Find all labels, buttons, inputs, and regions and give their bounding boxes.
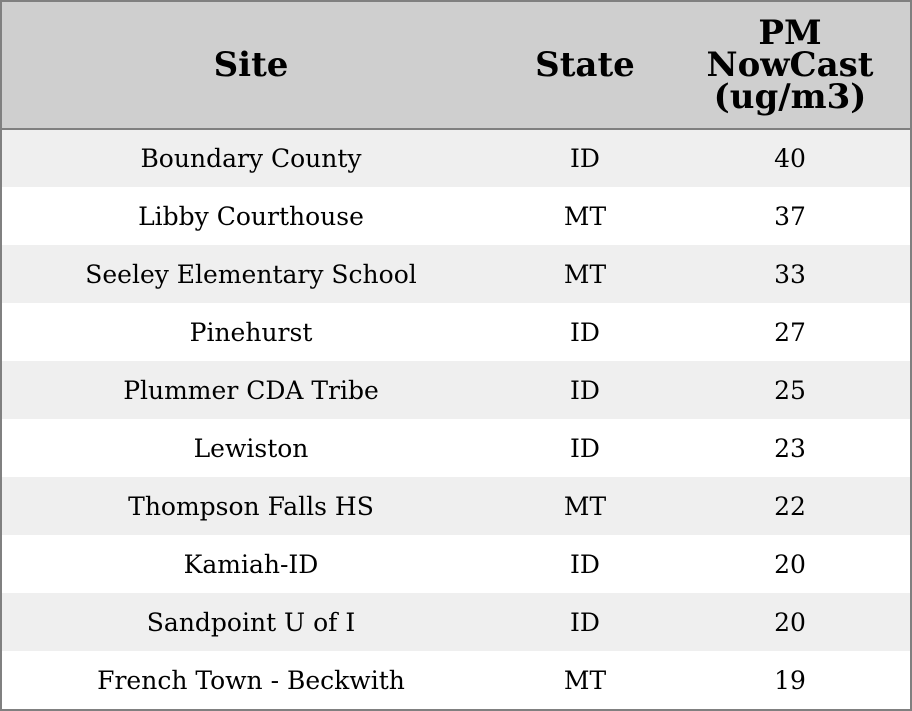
pm-header-line-1: PM [758, 13, 822, 53]
cell-state: ID [570, 375, 600, 405]
table-row [2, 129, 910, 187]
cell-site: Thompson Falls HS [128, 491, 374, 521]
cell-site: Lewiston [193, 433, 309, 463]
table-row [2, 593, 910, 651]
cell-site: Boundary County [140, 144, 362, 173]
table-row [2, 477, 910, 535]
cell-site: Plummer CDA Tribe [123, 375, 379, 405]
cell-pm-nowcast: 20 [774, 607, 806, 637]
cell-state: ID [570, 317, 600, 347]
cell-pm-nowcast: 33 [774, 259, 806, 289]
cell-site: Seeley Elementary School [85, 259, 417, 289]
table-row [2, 535, 910, 593]
cell-pm-nowcast: 19 [774, 665, 806, 695]
table-header [2, 2, 910, 129]
table-body [2, 129, 910, 709]
cell-state: ID [570, 549, 600, 579]
cell-site: Sandpoint U of I [146, 607, 356, 637]
table-row [2, 245, 910, 303]
cell-pm-nowcast: 37 [774, 201, 806, 231]
cell-state: MT [563, 259, 607, 289]
table-row [2, 303, 910, 361]
cell-state: MT [563, 665, 607, 695]
data-table [2, 2, 910, 709]
column-header-site: Site [2, 2, 500, 129]
table-row [2, 187, 910, 245]
column-header-state: State [500, 2, 670, 129]
cell-pm-nowcast: 22 [774, 491, 806, 521]
table-row [2, 361, 910, 419]
cell-site: Kamiah-ID [183, 549, 319, 579]
cell-pm-nowcast: 27 [774, 317, 806, 347]
pm-header-line-2: NowCast [706, 45, 874, 85]
pm-header-line-3: (ug/m3) [713, 77, 867, 117]
cell-site: Libby Courthouse [138, 201, 364, 231]
cell-pm-nowcast: 20 [774, 549, 806, 579]
cell-pm-nowcast: 25 [774, 375, 806, 405]
cell-pm-nowcast: 40 [774, 144, 806, 173]
cell-state: MT [563, 491, 607, 521]
cell-state: ID [570, 607, 600, 637]
cell-state: ID [570, 433, 600, 463]
column-header-pm-nowcast [670, 2, 910, 129]
header-row [2, 2, 910, 129]
table-row [2, 419, 910, 477]
cell-state: ID [570, 144, 600, 173]
cell-state: MT [563, 201, 607, 231]
cell-site: Pinehurst [189, 317, 313, 347]
cell-pm-nowcast: 23 [774, 433, 806, 463]
cell-site: French Town - Beckwith [97, 665, 405, 695]
table-row [2, 651, 910, 709]
